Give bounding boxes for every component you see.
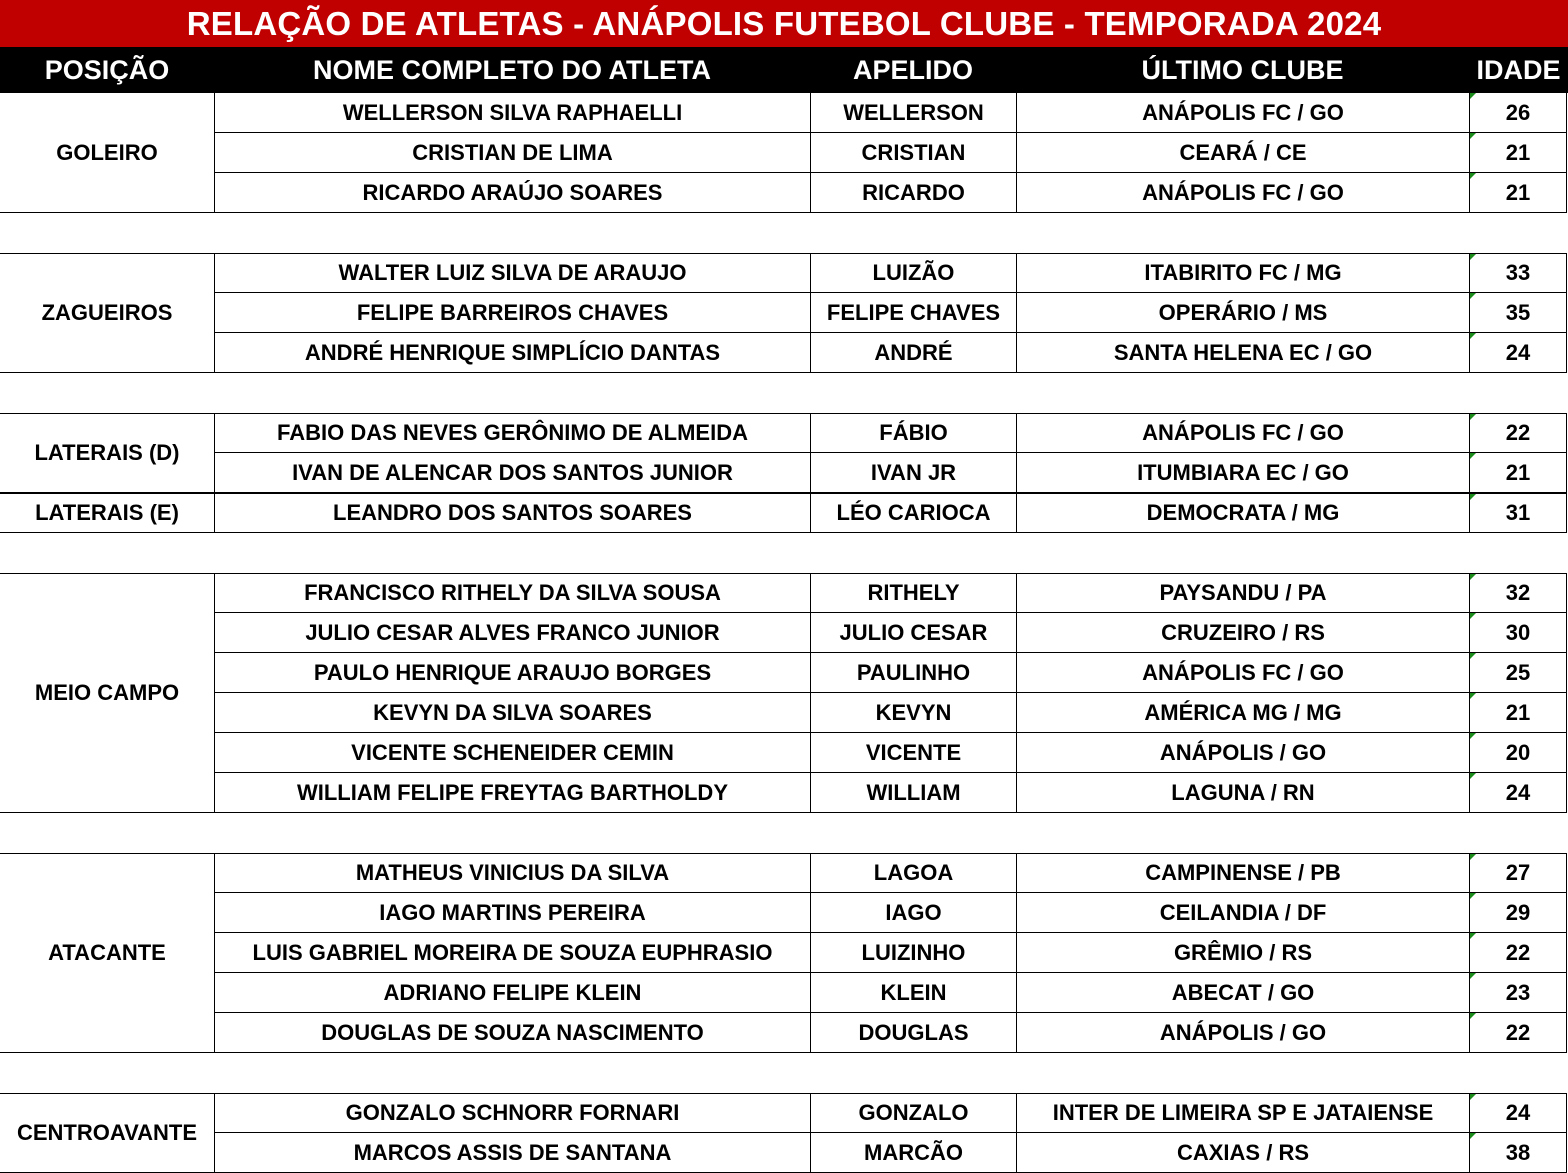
athlete-nickname: LAGOA bbox=[810, 853, 1016, 893]
athlete-age: 24 bbox=[1469, 1093, 1567, 1133]
athlete-age: 20 bbox=[1469, 733, 1567, 773]
header-position: POSIÇÃO bbox=[44, 54, 170, 85]
athlete-last-club: DEMOCRATA / MG bbox=[1016, 493, 1469, 533]
athlete-last-club: ANÁPOLIS FC / GO bbox=[1016, 93, 1469, 133]
athlete-age: 23 bbox=[1469, 973, 1567, 1013]
athlete-name: ANDRÉ HENRIQUE SIMPLÍCIO DANTAS bbox=[214, 333, 810, 373]
athlete-last-club: CEILANDIA / DF bbox=[1016, 893, 1469, 933]
table-row bbox=[0, 933, 1568, 973]
header-age: IDADE bbox=[1476, 54, 1561, 85]
athlete-age: 33 bbox=[1469, 253, 1567, 293]
athlete-nickname: RICARDO bbox=[810, 173, 1016, 213]
athlete-last-club: CRUZEIRO / RS bbox=[1016, 613, 1469, 653]
athlete-nickname: RITHELY bbox=[810, 573, 1016, 613]
athlete-name: WELLERSON SILVA RAPHAELLI bbox=[214, 93, 810, 133]
athlete-last-club: ANÁPOLIS / GO bbox=[1016, 1013, 1469, 1053]
table-row bbox=[0, 1133, 1568, 1173]
athlete-last-club: ANÁPOLIS / GO bbox=[1016, 733, 1469, 773]
athlete-age: 25 bbox=[1469, 653, 1567, 693]
table-row bbox=[0, 733, 1568, 773]
athlete-name: GONZALO SCHNORR FORNARI bbox=[214, 1093, 810, 1133]
athlete-last-club: ANÁPOLIS FC / GO bbox=[1016, 173, 1469, 213]
table-row bbox=[0, 693, 1568, 733]
athlete-last-club: SANTA HELENA EC / GO bbox=[1016, 333, 1469, 373]
athlete-name: WILLIAM FELIPE FREYTAG BARTHOLDY bbox=[214, 773, 810, 813]
athlete-name: DOUGLAS DE SOUZA NASCIMENTO bbox=[214, 1013, 810, 1053]
athlete-age: 32 bbox=[1469, 573, 1567, 613]
athlete-name: FABIO DAS NEVES GERÔNIMO DE ALMEIDA bbox=[214, 413, 810, 453]
athlete-name: FRANCISCO RITHELY DA SILVA SOUSA bbox=[214, 573, 810, 613]
athlete-nickname: CRISTIAN bbox=[810, 133, 1016, 173]
position-label: CENTROAVANTE bbox=[0, 1093, 214, 1173]
table-row bbox=[0, 133, 1568, 173]
athlete-age: 21 bbox=[1469, 453, 1567, 493]
athlete-name: WALTER LUIZ SILVA DE ARAUJO bbox=[214, 253, 810, 293]
athlete-name: FELIPE BARREIROS CHAVES bbox=[214, 293, 810, 333]
athlete-name: IAGO MARTINS PEREIRA bbox=[214, 893, 810, 933]
athlete-age: 24 bbox=[1469, 773, 1567, 813]
table-row bbox=[0, 1013, 1568, 1053]
position-label: LATERAIS (D) bbox=[0, 413, 214, 493]
sheet-title: RELAÇÃO DE ATLETAS - ANÁPOLIS FUTEBOL CLUBE - TEMPORADA 2024 bbox=[0, 0, 1568, 47]
athlete-age: 22 bbox=[1469, 1013, 1567, 1053]
athlete-last-club: ANÁPOLIS FC / GO bbox=[1016, 653, 1469, 693]
athlete-last-club: GRÊMIO / RS bbox=[1016, 933, 1469, 973]
table-row bbox=[0, 613, 1568, 653]
table-row bbox=[0, 493, 1568, 533]
athlete-name: RICARDO ARAÚJO SOARES bbox=[214, 173, 810, 213]
athlete-nickname: KEVYN bbox=[810, 693, 1016, 733]
table-row bbox=[0, 453, 1568, 493]
athlete-nickname: GONZALO bbox=[810, 1093, 1016, 1133]
athlete-age: 26 bbox=[1469, 93, 1567, 133]
athlete-name: KEVYN DA SILVA SOARES bbox=[214, 693, 810, 733]
athlete-age: 30 bbox=[1469, 613, 1567, 653]
athlete-age: 38 bbox=[1469, 1133, 1567, 1173]
athlete-name: ADRIANO FELIPE KLEIN bbox=[214, 973, 810, 1013]
table-row bbox=[0, 773, 1568, 813]
athlete-age: 24 bbox=[1469, 333, 1567, 373]
athlete-age: 27 bbox=[1469, 853, 1567, 893]
athlete-last-club: LAGUNA / RN bbox=[1016, 773, 1469, 813]
table-row bbox=[0, 333, 1568, 373]
athlete-name: VICENTE SCHENEIDER CEMIN bbox=[214, 733, 810, 773]
athlete-last-club: CAXIAS / RS bbox=[1016, 1133, 1469, 1173]
athlete-nickname: LÉO CARIOCA bbox=[810, 493, 1016, 533]
athlete-age: 22 bbox=[1469, 413, 1567, 453]
athlete-name: PAULO HENRIQUE ARAUJO BORGES bbox=[214, 653, 810, 693]
athlete-name: IVAN DE ALENCAR DOS SANTOS JUNIOR bbox=[214, 453, 810, 493]
table-row bbox=[0, 93, 1568, 133]
table-row bbox=[0, 293, 1568, 333]
athlete-name: MATHEUS VINICIUS DA SILVA bbox=[214, 853, 810, 893]
athlete-last-club: CEARÁ / CE bbox=[1016, 133, 1469, 173]
athlete-last-club: ITUMBIARA EC / GO bbox=[1016, 453, 1469, 493]
athlete-nickname: FELIPE CHAVES bbox=[810, 293, 1016, 333]
position-label: MEIO CAMPO bbox=[0, 573, 214, 813]
athlete-age: 21 bbox=[1469, 173, 1567, 213]
athlete-nickname: KLEIN bbox=[810, 973, 1016, 1013]
athlete-last-club: CAMPINENSE / PB bbox=[1016, 853, 1469, 893]
athlete-age: 22 bbox=[1469, 933, 1567, 973]
athlete-name: CRISTIAN DE LIMA bbox=[214, 133, 810, 173]
header-club: ÚLTIMO CLUBE bbox=[1141, 54, 1344, 85]
table-row bbox=[0, 973, 1568, 1013]
athlete-nickname: MARCÃO bbox=[810, 1133, 1016, 1173]
table-row bbox=[0, 1093, 1568, 1133]
athlete-age: 35 bbox=[1469, 293, 1567, 333]
athlete-nickname: WILLIAM bbox=[810, 773, 1016, 813]
position-label: GOLEIRO bbox=[0, 93, 214, 213]
athlete-age: 21 bbox=[1469, 693, 1567, 733]
athlete-last-club: ITABIRITO FC / MG bbox=[1016, 253, 1469, 293]
athlete-nickname: LUIZINHO bbox=[810, 933, 1016, 973]
header-name: NOME COMPLETO DO ATLETA bbox=[313, 54, 711, 85]
position-label: LATERAIS (E) bbox=[0, 493, 214, 533]
athlete-age: 31 bbox=[1469, 493, 1567, 533]
table-row bbox=[0, 853, 1568, 893]
athlete-last-club: OPERÁRIO / MS bbox=[1016, 293, 1469, 333]
table-header bbox=[0, 47, 1568, 93]
table-row bbox=[0, 573, 1568, 613]
position-label: ZAGUEIROS bbox=[0, 253, 214, 373]
table-row bbox=[0, 653, 1568, 693]
athlete-name: JULIO CESAR ALVES FRANCO JUNIOR bbox=[214, 613, 810, 653]
athlete-last-club: PAYSANDU / PA bbox=[1016, 573, 1469, 613]
athlete-nickname: IAGO bbox=[810, 893, 1016, 933]
athlete-name: MARCOS ASSIS DE SANTANA bbox=[214, 1133, 810, 1173]
athlete-nickname: VICENTE bbox=[810, 733, 1016, 773]
athlete-nickname: FÁBIO bbox=[810, 413, 1016, 453]
athlete-age: 21 bbox=[1469, 133, 1567, 173]
athlete-last-club: ANÁPOLIS FC / GO bbox=[1016, 413, 1469, 453]
athlete-name: LUIS GABRIEL MOREIRA DE SOUZA EUPHRASIO bbox=[214, 933, 810, 973]
athlete-nickname: DOUGLAS bbox=[810, 1013, 1016, 1053]
athlete-last-club: ABECAT / GO bbox=[1016, 973, 1469, 1013]
athlete-nickname: JULIO CESAR bbox=[810, 613, 1016, 653]
athlete-last-club: AMÉRICA MG / MG bbox=[1016, 693, 1469, 733]
athlete-nickname: LUIZÃO bbox=[810, 253, 1016, 293]
position-label: ATACANTE bbox=[0, 853, 214, 1053]
athlete-name: LEANDRO DOS SANTOS SOARES bbox=[214, 493, 810, 533]
table-row bbox=[0, 413, 1568, 453]
athlete-nickname: IVAN JR bbox=[810, 453, 1016, 493]
header-nickname: APELIDO bbox=[852, 54, 973, 85]
athlete-nickname: PAULINHO bbox=[810, 653, 1016, 693]
athlete-nickname: ANDRÉ bbox=[810, 333, 1016, 373]
athlete-age: 29 bbox=[1469, 893, 1567, 933]
table-row bbox=[0, 173, 1568, 213]
athlete-last-club: INTER DE LIMEIRA SP E JATAIENSE bbox=[1016, 1093, 1469, 1133]
athlete-nickname: WELLERSON bbox=[810, 93, 1016, 133]
table-row bbox=[0, 893, 1568, 933]
table-row bbox=[0, 253, 1568, 293]
